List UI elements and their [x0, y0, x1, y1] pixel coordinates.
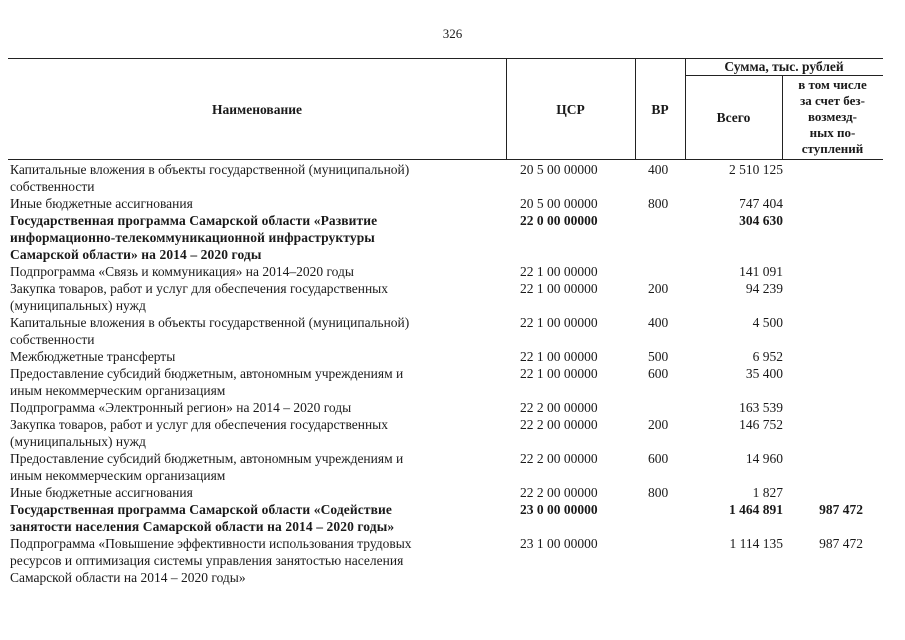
row-name	[8, 280, 472, 314]
row-total: 304 630	[739, 213, 783, 228]
row-name	[8, 161, 472, 195]
header-bottom-border	[8, 159, 883, 160]
row-name	[8, 314, 472, 348]
row-total: 4 500	[752, 315, 783, 330]
page-number: 326	[442, 26, 463, 41]
row-vr: 400	[648, 162, 669, 177]
row-csr: 20 5 00 00000	[520, 196, 598, 211]
table-row	[8, 399, 883, 416]
row-name	[8, 535, 472, 586]
row-name	[8, 501, 472, 535]
row-name-line: Межбюджетные трансферты	[10, 349, 176, 364]
row-vr: 800	[648, 196, 669, 211]
row-total: 94 239	[745, 281, 783, 296]
row-csr: 22 2 00 00000	[520, 451, 598, 466]
row-vr: 200	[648, 281, 669, 296]
sum-divider	[685, 75, 883, 76]
table-row	[8, 280, 883, 314]
row-name	[8, 399, 472, 416]
row-name-line: занятости населения Самарской области на 2014 – 2020 годы»	[10, 519, 395, 534]
row-total: 146 752	[739, 417, 783, 432]
header-bez-line: ных по-	[809, 125, 856, 140]
header-bezvozmezd	[782, 77, 883, 157]
row-name	[8, 484, 472, 501]
row-name-line: иным некоммерческим организациям	[10, 383, 226, 398]
row-total: 35 400	[745, 366, 783, 381]
row-name	[8, 450, 472, 484]
row-total: 14 960	[745, 451, 783, 466]
row-name-line: Закупка товаров, работ и услуг для обеспечения государственных	[10, 281, 389, 296]
row-csr: 23 1 00 00000	[520, 536, 598, 551]
row-vr: 200	[648, 417, 669, 432]
header-vr: ВР	[651, 102, 669, 117]
table-row	[8, 535, 883, 586]
row-name-line: Закупка товаров, работ и услуг для обеспечения государственных	[10, 417, 389, 432]
table-row	[8, 161, 883, 195]
table-row	[8, 450, 883, 484]
row-name-line: Подпрограмма «Повышение эффективности использования трудовых	[10, 536, 412, 551]
row-csr: 22 0 00 00000	[520, 213, 598, 228]
table-row	[8, 195, 883, 212]
table-body	[8, 161, 883, 586]
row-csr: 22 1 00 00000	[520, 366, 598, 381]
table-row	[8, 484, 883, 501]
header-csr: ЦСР	[556, 102, 585, 117]
table-row	[8, 348, 883, 365]
row-name	[8, 348, 472, 365]
row-csr: 22 2 00 00000	[520, 400, 598, 415]
table-row	[8, 501, 883, 535]
header-total: Всего	[716, 110, 751, 125]
header-bez-line: в том числе	[798, 77, 867, 92]
row-vr: 500	[648, 349, 669, 364]
row-csr: 22 2 00 00000	[520, 485, 598, 500]
row-bezvozmezd: 987 472	[819, 502, 863, 517]
row-name-line: собственности	[10, 332, 95, 347]
row-name-line: Предоставление субсидий бюджетным, автономным учреждениям и	[10, 366, 404, 381]
row-total: 2 510 125	[729, 162, 783, 177]
header-sum: Сумма, тыс. рублей	[724, 59, 844, 74]
row-total: 1 114 135	[729, 536, 783, 551]
header-bez-line: ступлений	[801, 141, 864, 156]
row-total: 1 464 891	[729, 502, 783, 517]
row-name-line: Иные бюджетные ассигнования	[10, 485, 193, 500]
header-bez-line: за счет без-	[800, 93, 865, 108]
row-vr: 600	[648, 366, 669, 381]
row-name-line: (муниципальных) нужд	[10, 298, 146, 313]
row-name-line: Капитальные вложения в объекты государственной (муниципальной)	[10, 315, 410, 330]
row-name	[8, 416, 472, 450]
row-name	[8, 212, 472, 263]
table-row	[8, 263, 883, 280]
row-name-line: Предоставление субсидий бюджетным, автономным учреждениям и	[10, 451, 404, 466]
row-bezvozmezd: 987 472	[819, 536, 863, 551]
row-vr: 400	[648, 315, 669, 330]
row-name-line: Самарской области» на 2014 – 2020 годы	[10, 247, 262, 262]
row-total: 747 404	[739, 196, 783, 211]
header-name: Наименование	[212, 102, 302, 117]
row-csr: 22 1 00 00000	[520, 349, 598, 364]
row-name	[8, 263, 472, 280]
row-name-line: Подпрограмма «Электронный регион» на 2014 – 2020 годы	[10, 400, 352, 415]
row-name-line: ресурсов и оптимизация системы управления занятостью населения	[10, 553, 404, 568]
table-header	[8, 58, 883, 160]
row-csr: 22 1 00 00000	[520, 315, 598, 330]
row-csr: 23 0 00 00000	[520, 502, 598, 517]
row-name-line: Капитальные вложения в объекты государственной (муниципальной)	[10, 162, 410, 177]
row-total: 163 539	[739, 400, 783, 415]
table-row	[8, 365, 883, 399]
table-row	[8, 416, 883, 450]
row-name-line: Подпрограмма «Связь и коммуникация» на 2014–2020 годы	[10, 264, 354, 279]
row-total: 6 952	[752, 349, 783, 364]
row-name	[8, 195, 472, 212]
row-name-line: собственности	[10, 179, 95, 194]
row-name-line: информационно-телекоммуникационной инфраструктуры	[10, 230, 375, 245]
row-csr: 22 2 00 00000	[520, 417, 598, 432]
row-csr: 22 1 00 00000	[520, 264, 598, 279]
row-name-line: (муниципальных) нужд	[10, 434, 146, 449]
row-name	[8, 365, 472, 399]
row-vr: 600	[648, 451, 669, 466]
row-vr: 800	[648, 485, 669, 500]
table-row	[8, 212, 883, 263]
row-name-line: Иные бюджетные ассигнования	[10, 196, 193, 211]
row-name-line: Государственная программа Самарской области «Содействие	[10, 502, 392, 517]
row-csr: 22 1 00 00000	[520, 281, 598, 296]
row-csr: 20 5 00 00000	[520, 162, 598, 177]
table-row	[8, 314, 883, 348]
row-name-line: иным некоммерческим организациям	[10, 468, 226, 483]
header-bez-line: возмезд-	[808, 109, 857, 124]
row-name-line: Самарской области на 2014 – 2020 годы»	[10, 570, 246, 585]
row-total: 1 827	[752, 485, 783, 500]
row-total: 141 091	[739, 264, 783, 279]
row-name-line: Государственная программа Самарской области «Развитие	[10, 213, 378, 228]
